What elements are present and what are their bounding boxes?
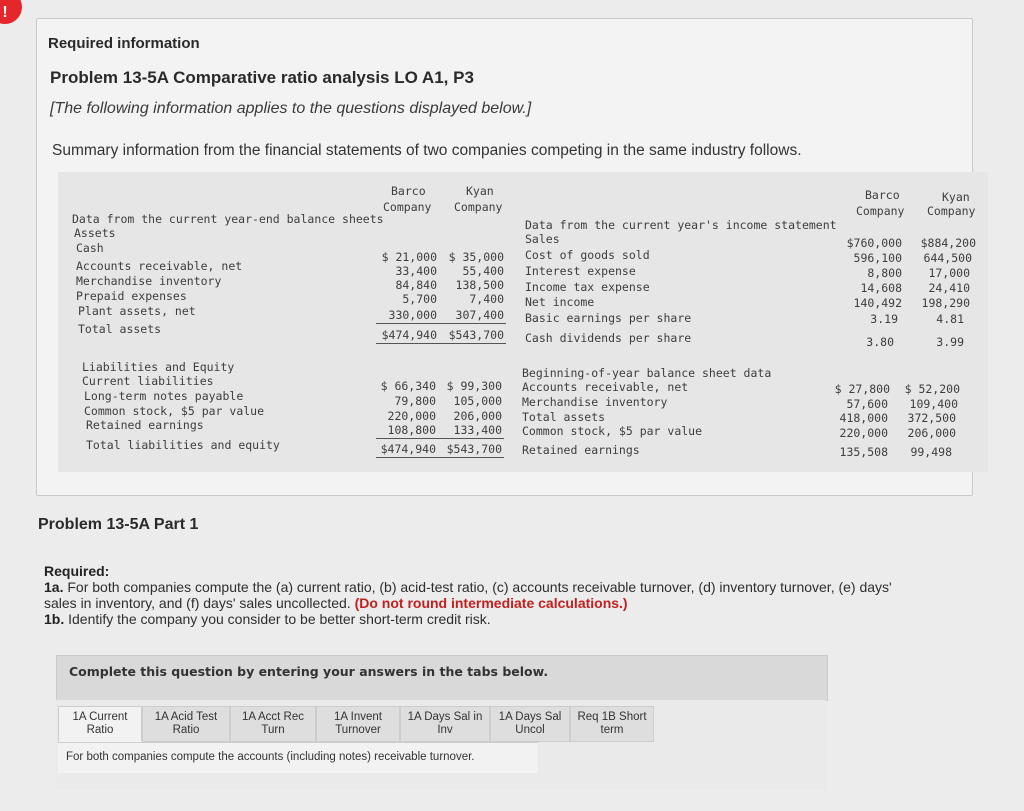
bs-total-le-barco: $474,940 xyxy=(380,442,436,456)
boy-kyan-value: 109,400 xyxy=(909,397,958,411)
alert-icon: ! xyxy=(0,0,22,24)
is-kyan-value: 17,000 xyxy=(928,266,970,280)
is-barco-value: 3.19 xyxy=(870,312,898,326)
boy-row-label: Retained earnings xyxy=(522,443,640,457)
tab-days-sales-inventory[interactable] xyxy=(400,706,490,742)
tab-label: Ratio xyxy=(172,724,200,736)
bs-assets-label: Assets xyxy=(74,226,116,240)
bs-col-kyan-company: Company xyxy=(454,200,503,214)
boy-heading: Beginning-of-year balance sheet data xyxy=(522,366,772,380)
boy-row-label: Accounts receivable, net xyxy=(522,380,689,394)
is-row-label: Basic earnings per share xyxy=(525,311,692,325)
tab-label: Req 1B Short xyxy=(577,711,647,723)
is-barco-value: 3.80 xyxy=(866,335,894,349)
is-kyan-value: 644,500 xyxy=(923,251,972,265)
part-title: Problem 13-5A Part 1 xyxy=(38,516,199,533)
tab-label: term xyxy=(600,724,624,736)
is-kyan-value: 3.99 xyxy=(936,335,964,349)
tab-acid-test-ratio[interactable] xyxy=(142,706,230,742)
total-rule xyxy=(376,438,504,439)
summary-text: Summary information from the financial statements of two companies competing in the same industry follows. xyxy=(52,142,802,159)
tab-panel xyxy=(58,742,538,773)
tab-instruction: For both companies compute the accounts (including notes) receivable turnover. xyxy=(66,751,475,763)
bs-kyan-value: 105,000 xyxy=(453,394,502,408)
problem-title: Problem 13-5A Comparative ratio analysis LO A1, P3 xyxy=(50,68,474,87)
bs-barco-value: 330,000 xyxy=(388,308,437,322)
boy-barco-value: 57,600 xyxy=(846,397,888,411)
bs-kyan-value: 55,400 xyxy=(462,264,504,278)
bs-total-assets-label: Total assets xyxy=(78,322,162,336)
is-col-kyan: Kyan xyxy=(942,190,970,204)
bs-total-le-label: Total liabilities and equity xyxy=(86,438,280,452)
bs-barco-value: 84,840 xyxy=(395,278,437,292)
info-note: [The following information applies to the questions displayed below.] xyxy=(50,100,532,117)
boy-kyan-value: $ 52,200 xyxy=(904,382,960,396)
is-col-barco-company: Company xyxy=(856,204,905,218)
is-barco-value: 140,492 xyxy=(853,296,902,310)
is-barco-value: $760,000 xyxy=(846,236,902,250)
bs-asset-label: Plant assets, net xyxy=(78,304,196,318)
is-kyan-value: 4.81 xyxy=(936,312,964,326)
bs-liab-row-label: Current liabilities xyxy=(82,374,214,388)
is-barco-value: 14,608 xyxy=(860,281,902,295)
bs-total-assets-barco: $474,940 xyxy=(381,328,437,342)
bs-kyan-value: 133,400 xyxy=(453,423,502,437)
bs-liab-row-label: Retained earnings xyxy=(86,418,204,432)
required-label: Required: xyxy=(44,563,110,579)
boy-row-label: Common stock, $5 par value xyxy=(522,424,703,438)
is-col-barco: Barco xyxy=(865,188,900,202)
required-instructions xyxy=(44,563,924,627)
req-1b-text: Identify the company you consider to be better short-term credit risk. xyxy=(64,611,491,627)
bs-kyan-value: $ 99,300 xyxy=(446,379,502,393)
total-rule xyxy=(376,323,506,324)
is-kyan-value: 198,290 xyxy=(921,296,970,310)
tab-label: 1A Acid Test xyxy=(154,711,218,723)
required-info-title: Required information xyxy=(48,35,200,52)
bs-asset-label: Cash xyxy=(76,241,104,255)
is-col-kyan-company: Company xyxy=(927,204,976,218)
tab-label: Turn xyxy=(261,724,285,736)
bs-liab-label: Liabilities and Equity xyxy=(82,360,235,374)
complete-question-text: Complete this question by entering your answers in the tabs below. xyxy=(69,664,549,679)
bs-barco-value: 33,400 xyxy=(395,264,437,278)
boy-row-label: Merchandise inventory xyxy=(522,395,668,409)
tab-label: 1A Days Sal in xyxy=(407,711,483,723)
is-row-label: Cash dividends per share xyxy=(525,331,692,345)
tab-label: 1A Days Sal xyxy=(498,711,562,723)
bs-kyan-value: 138,500 xyxy=(455,278,504,292)
bs-kyan-value: 7,400 xyxy=(469,292,504,306)
bs-barco-value: 108,800 xyxy=(387,423,436,437)
tab-short-term-credit[interactable] xyxy=(570,706,654,742)
boy-barco-value: 135,508 xyxy=(839,445,888,459)
total-rule xyxy=(376,457,504,458)
complete-question-bar xyxy=(56,655,828,701)
tab-label: Inv xyxy=(437,724,453,736)
tab-label: 1A Current xyxy=(72,711,128,723)
req-1b-number: 1b. xyxy=(44,611,65,627)
tab-inventory-turnover[interactable] xyxy=(316,706,400,742)
bs-barco-value: 79,800 xyxy=(394,394,436,408)
tab-label: Turnover xyxy=(335,724,381,736)
bs-asset-label: Merchandise inventory xyxy=(76,274,222,288)
tab-acct-rec-turn[interactable] xyxy=(230,706,316,742)
bs-heading: Data from the current year-end balance sheets xyxy=(72,212,384,226)
bs-kyan-value: 206,000 xyxy=(453,409,502,423)
total-rule xyxy=(376,343,506,344)
bs-liab-row-label: Common stock, $5 par value xyxy=(84,404,265,418)
boy-barco-value: 220,000 xyxy=(839,426,888,440)
boy-kyan-value: 206,000 xyxy=(907,426,956,440)
bs-total-le-kyan: $543,700 xyxy=(446,442,502,456)
bs-col-kyan: Kyan xyxy=(466,184,494,198)
boy-kyan-value: 99,498 xyxy=(910,445,952,459)
is-barco-value: 596,100 xyxy=(853,251,902,265)
tab-label: 1A Invent xyxy=(334,711,382,723)
tab-label: Uncol xyxy=(515,724,545,736)
req-1a-number: 1a. xyxy=(44,579,64,595)
is-row-label: Net income xyxy=(525,295,595,309)
is-heading: Data from the current year's income statement xyxy=(525,218,837,232)
bs-kyan-value: 307,400 xyxy=(455,308,504,322)
is-row-label: Sales xyxy=(525,232,560,246)
bs-barco-value: $ 21,000 xyxy=(381,250,437,264)
is-row-label: Cost of goods sold xyxy=(525,248,650,262)
bs-col-barco: Barco xyxy=(391,184,426,198)
tab-days-sales-uncollected[interactable] xyxy=(490,706,570,742)
req-1a-text: For both companies compute the (a) current ratio, (b) acid-test ratio, (c) accounts receivable turnover, (d) inventory turnover, (e) days' sales in inventory, and (f) days' sales uncollected. xyxy=(44,579,892,611)
is-row-label: Interest expense xyxy=(525,264,636,278)
bs-barco-value: 5,700 xyxy=(402,292,437,306)
bs-total-assets-kyan: $543,700 xyxy=(448,328,504,342)
is-kyan-value: 24,410 xyxy=(928,281,970,295)
tab-current-ratio[interactable] xyxy=(58,706,142,742)
tab-label: 1A Acct Rec xyxy=(241,711,304,723)
bs-col-barco-company: Company xyxy=(383,200,432,214)
bs-liab-row-label: Long-term notes payable xyxy=(84,389,244,403)
req-1a-warning: (Do not round intermediate calculations.) xyxy=(354,595,628,611)
bs-kyan-value: $ 35,000 xyxy=(448,250,504,264)
bs-asset-label: Accounts receivable, net xyxy=(76,259,243,273)
boy-kyan-value: 372,500 xyxy=(907,411,956,425)
is-barco-value: 8,800 xyxy=(867,266,902,280)
financial-data-card xyxy=(58,172,988,472)
tab-label: Ratio xyxy=(86,724,114,736)
bs-barco-value: $ 66,340 xyxy=(380,379,436,393)
boy-row-label: Total assets xyxy=(522,410,606,424)
is-kyan-value: $884,200 xyxy=(920,236,976,250)
boy-barco-value: $ 27,800 xyxy=(834,382,890,396)
bs-barco-value: 220,000 xyxy=(387,409,436,423)
boy-barco-value: 418,000 xyxy=(839,411,888,425)
bs-asset-label: Prepaid expenses xyxy=(76,289,187,303)
is-row-label: Income tax expense xyxy=(525,280,650,294)
